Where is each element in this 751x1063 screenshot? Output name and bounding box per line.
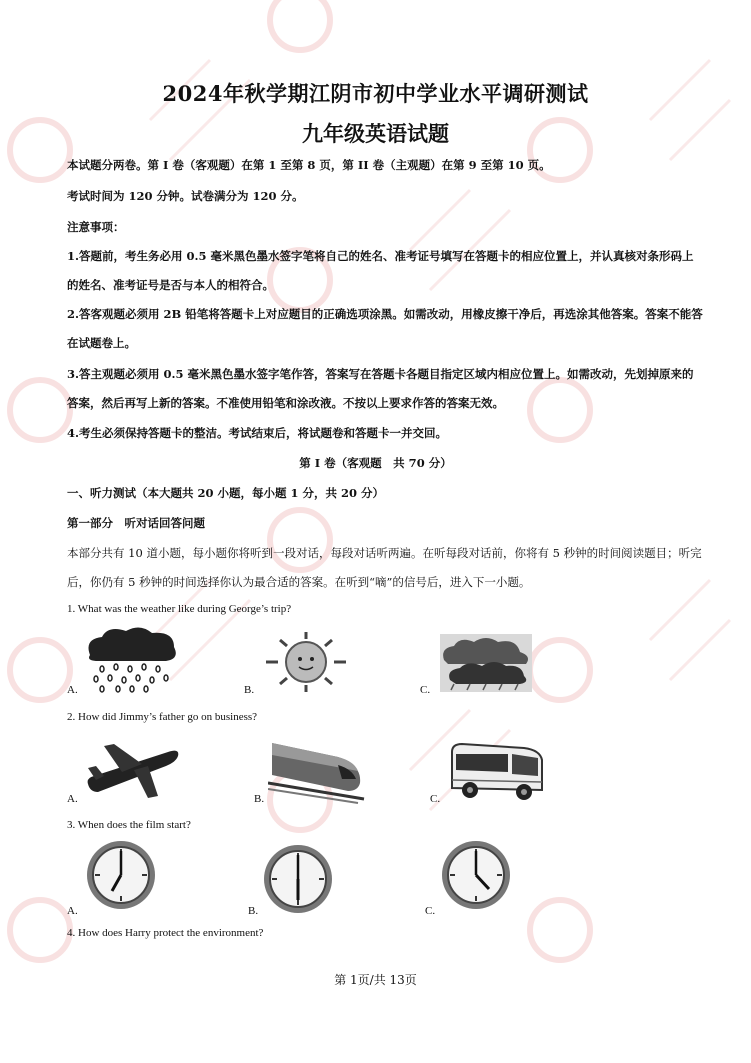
option-a: A. [67,793,78,805]
exam-subtitle: 九年级英语试题 [302,121,449,146]
bus-icon [448,740,546,802]
option-b: B. [248,905,259,917]
clock-icon [262,840,334,918]
page-number: 第 1页/共 13页 [334,973,417,987]
intro-line-1: 本试题分两卷。第 I 卷（客观题）在第 1 至第 8 页，第 II 卷（主观题）在第 9 至第 10 页。 [67,158,551,172]
question-2: 2. How did Jimmy’s father go on business? [67,711,258,723]
clock-icon [85,836,157,914]
option-c: C. [430,793,441,805]
note-2b: 在试题卷上。 [67,336,136,350]
note-1b: 的姓名、准考证号是否与本人的相符合。 [67,278,274,292]
cloud-icon [440,634,532,692]
volume-heading: 第 I 卷（客观题 共 70 分） [299,456,452,470]
exam-title: 2024年秋学期江阴市初中学业水平调研测试 [162,81,589,106]
sub-title: 第一部分 听对话回答问题 [67,516,205,530]
option-a: A. [67,905,78,917]
note-3a: 3.答主观题必须用 0.5 毫米黑色墨水签字笔作答，答案写在答题卡各题目指定区域内相应位置上。如需改动，先划掉原来的 [67,367,694,381]
option-b: B. [244,684,255,696]
option-c: C. [420,684,431,696]
option-b: B. [254,793,265,805]
option-a: A. [67,684,78,696]
option-c: C. [425,905,436,917]
notes-heading: 注意事项： [67,220,125,234]
question-3: 3. When does the film start? [67,819,191,831]
intro-line-2: 考试时间为 120 分钟。试卷满分为 120 分。 [67,189,304,203]
clock-icon [440,836,512,914]
note-3b: 答案，然后再写上新的答案。不准使用铅笔和涂改液。不按以上要求作答的答案无效。 [67,396,504,410]
instructions-b: 后，你仍有 5 秒钟的时间选择你认为最合适的答案。在听到“嘀”的信号后，进入下一小题。 [67,575,531,589]
rain-icon [82,625,182,695]
instructions-a: 本部分共有 10 道小题，每小题你将听到一段对话，每段对话听两遍。在听每段对话前，你将有 5 秒钟的时间阅读题目；听完 [67,546,702,560]
note-4: 4.考生必须保持答题卡的整洁。考试结束后，将试题卷和答题卡一并交回。 [67,426,448,440]
question-1: 1. What was the weather like during George’s trip? [67,603,292,615]
train-icon [268,735,368,805]
note-2a: 2.答客观题必须用 2B 铅笔将答题卡上对应题目的正确选项涂黑。如需改动，用橡皮擦干净后，再选涂其他答案。答案不能答 [67,307,703,321]
note-1a: 1.答题前，考生务必用 0.5 毫米黑色墨水签字笔将自己的姓名、准考证号填写在答题卡的相应位置上，并认真核对条形码上 [67,249,694,263]
airplane-icon [82,740,182,802]
question-4: 4. How does Harry protect the environment? [67,927,264,939]
part-title: 一、听力测试（本大题共 20 小题，每小题 1 分，共 20 分） [67,486,385,500]
sun-icon [260,630,352,694]
